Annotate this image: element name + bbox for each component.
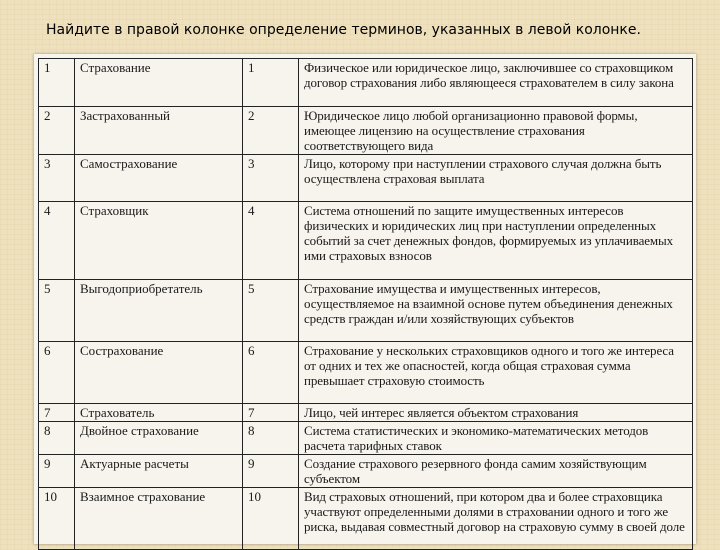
definition-text: Вид страховых отношений, при котором два и более страховщика участвуют определенными долями в страховании одного и того же риска, выдавая совместный договор на страховую сумму в своей доле <box>299 488 693 550</box>
term-number: 7 <box>39 404 75 422</box>
definition-number: 6 <box>243 342 299 404</box>
term-number: 4 <box>39 202 75 280</box>
definition-text: Система статистических и экономико-математических методов расчета тарифных ставок <box>299 422 693 455</box>
definition-text: Система отношений по защите имущественных интересов физических и юридических лиц при наступлении определенных событий за счет денежных фондов, формируемых из уплачиваемых ими страховых взносов <box>299 202 693 280</box>
table-row <box>39 155 693 202</box>
table-row <box>39 280 693 342</box>
definition-text: Лицо, чей интерес является объектом страхования <box>299 404 693 422</box>
definition-text: Создание страхового резервного фонда самим хозяйствующим субъектом <box>299 455 693 488</box>
term-name: Самострахование <box>75 155 243 202</box>
definition-number: 4 <box>243 202 299 280</box>
definition-number: 7 <box>243 404 299 422</box>
definition-text: Страхование имущества и имущественных интересов, осуществляемое на взаимной основе путем объединения денежных средств граждан и/или хозяйствующих субъектов <box>299 280 693 342</box>
definition-number: 2 <box>243 107 299 155</box>
term-number: 1 <box>39 59 75 107</box>
term-name: Сострахование <box>75 342 243 404</box>
definition-number: 8 <box>243 422 299 455</box>
table-row <box>39 404 693 422</box>
table-row <box>39 488 693 550</box>
scanned-table-sheet <box>34 54 696 544</box>
table-row <box>39 422 693 455</box>
term-number: 2 <box>39 107 75 155</box>
terms-table <box>38 58 693 550</box>
table-row <box>39 342 693 404</box>
term-name: Выгодоприобретатель <box>75 280 243 342</box>
slide-title: Найдите в правой колонке определение терминов, указанных в левой колонке. <box>46 22 641 38</box>
term-name: Страховщик <box>75 202 243 280</box>
term-number: 9 <box>39 455 75 488</box>
definition-number: 5 <box>243 280 299 342</box>
table-row <box>39 202 693 280</box>
table-row <box>39 455 693 488</box>
term-number: 8 <box>39 422 75 455</box>
term-number: 3 <box>39 155 75 202</box>
term-name: Актуарные расчеты <box>75 455 243 488</box>
definition-number: 1 <box>243 59 299 107</box>
term-number: 5 <box>39 280 75 342</box>
term-number: 6 <box>39 342 75 404</box>
definition-number: 9 <box>243 455 299 488</box>
term-name: Страхователь <box>75 404 243 422</box>
definition-number: 10 <box>243 488 299 550</box>
table-row <box>39 59 693 107</box>
definition-text: Лицо, которому при наступлении страхового случая должна быть осуществлена страховая выплата <box>299 155 693 202</box>
definition-text: Юридическое лицо любой организационно правовой формы, имеющее лицензию на осуществление страхования соответствующего вида <box>299 107 693 155</box>
term-name: Взаимное страхование <box>75 488 243 550</box>
definition-number: 3 <box>243 155 299 202</box>
term-name: Страхование <box>75 59 243 107</box>
term-name: Двойное страхование <box>75 422 243 455</box>
table-row <box>39 107 693 155</box>
term-name: Застрахованный <box>75 107 243 155</box>
definition-text: Физическое или юридическое лицо, заключившее со страховщиком договор страхования либо являющееся страхователем в силу закона <box>299 59 693 107</box>
term-number: 10 <box>39 488 75 550</box>
definition-text: Страхование у нескольких страховщиков одного и того же интереса от одних и тех же опасностей, когда общая страховая сумма превышает страховую стоимость <box>299 342 693 404</box>
